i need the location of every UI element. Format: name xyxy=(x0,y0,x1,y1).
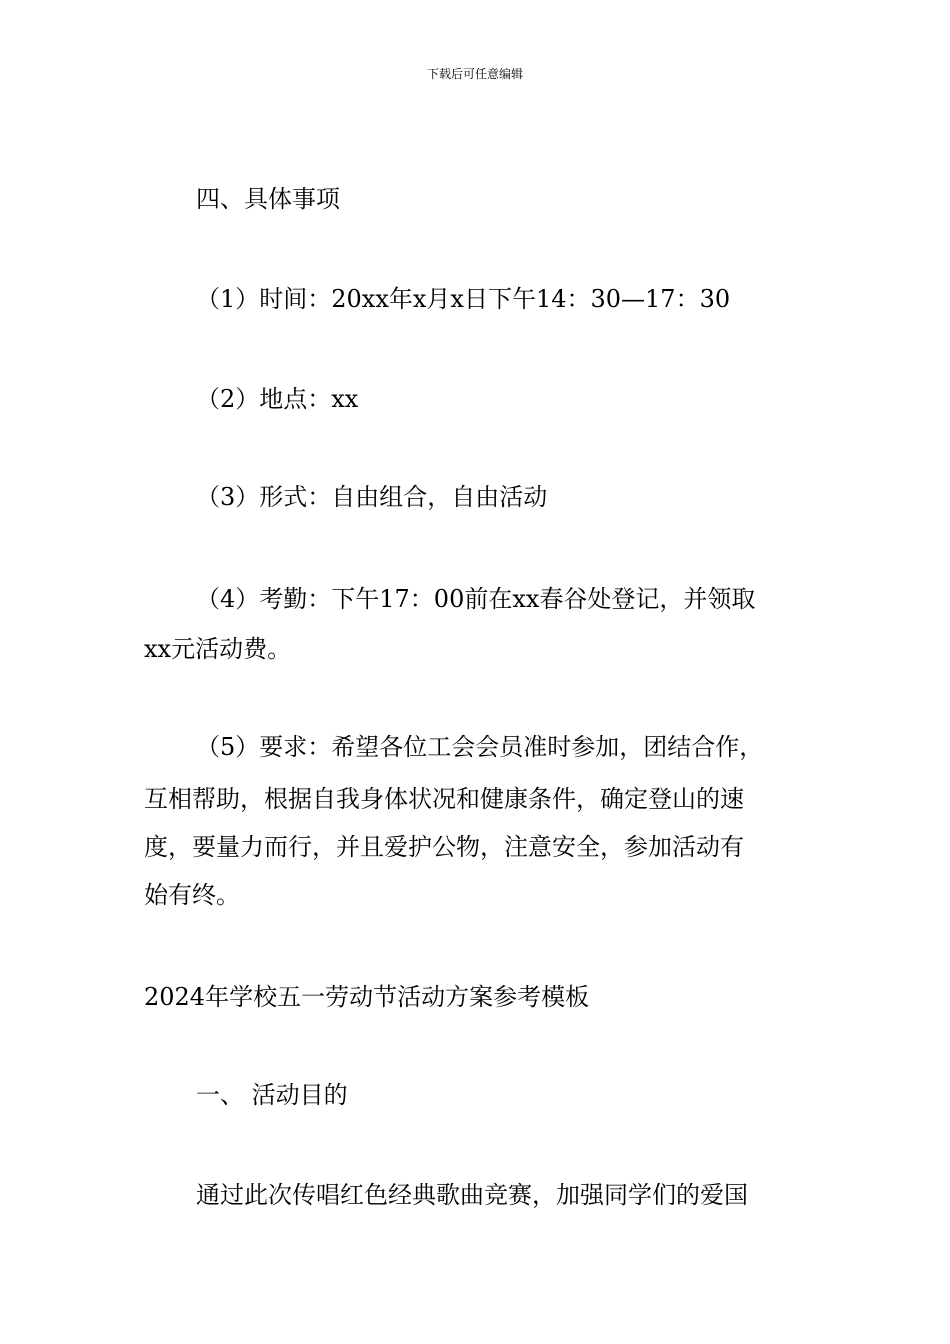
page-header-note: 下载后可任意编辑 xyxy=(426,67,523,81)
section-one-title: 一、 活动目的 xyxy=(196,1081,348,1109)
item-1-time: （1）时间：20xx年x月x日下午14：30—17：30 xyxy=(196,285,731,313)
item-4-attendance-line-2: xx元活动费。 xyxy=(144,635,292,663)
section-four-title: 四、具体事项 xyxy=(196,185,340,213)
item-5-requirements-line-3: 度，要量力而行，并且爱护公物，注意安全，参加活动有 xyxy=(144,833,744,861)
purpose-line-1: 通过此次传唱红色经典歌曲竞赛，加强同学们的爱国 xyxy=(196,1181,748,1209)
item-3-format: （3）形式：自由组合，自由活动 xyxy=(196,483,548,511)
document-title: 2024年学校五一劳动节活动方案参考模板 xyxy=(144,983,590,1011)
item-2-location: （2）地点：xx xyxy=(196,385,359,413)
item-5-requirements-line-4: 始有终。 xyxy=(144,881,240,909)
item-5-requirements-line-2: 互相帮助，根据自我身体状况和健康条件，确定登山的速 xyxy=(144,785,744,813)
item-4-attendance-line-1: （4）考勤：下午17：00前在xx春谷处登记，并领取 xyxy=(196,585,756,613)
item-5-requirements-line-1: （5）要求：希望各位工会会员准时参加，团结合作， xyxy=(196,733,764,761)
